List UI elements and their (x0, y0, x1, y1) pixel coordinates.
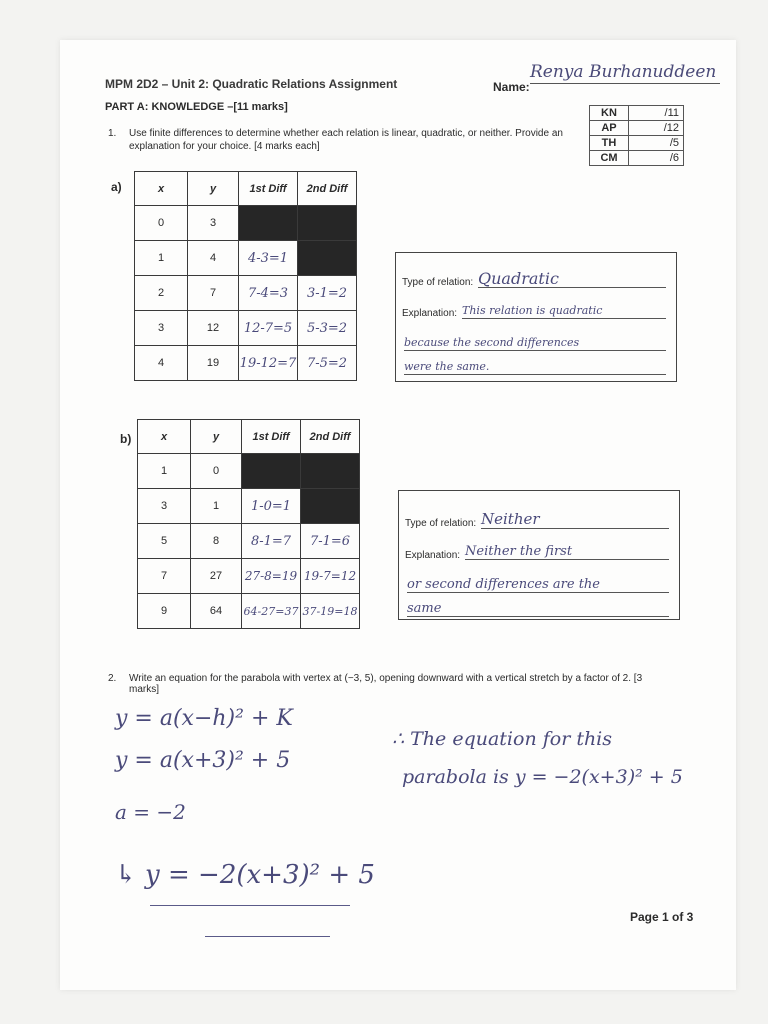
x-cell: 4 (135, 346, 188, 381)
y-cell: 0 (191, 454, 242, 489)
x-cell: 1 (138, 454, 191, 489)
shaded-cell (239, 206, 298, 241)
table-row (135, 276, 357, 311)
type-answer-line (478, 269, 666, 288)
marks-value: /5 (629, 136, 684, 151)
first-diff-cell: 27-8=19 (242, 559, 301, 594)
second-diff-cell: 7-5=2 (298, 346, 357, 381)
difference-table-a (134, 171, 357, 381)
header-second-diff: 2nd Diff (301, 420, 360, 454)
explanation-line (462, 301, 666, 319)
answer-underline (205, 936, 330, 937)
shaded-cell (298, 241, 357, 276)
x-cell: 3 (135, 311, 188, 346)
question-number: 1. (108, 128, 117, 139)
marks-value: /12 (629, 121, 684, 136)
shaded-cell (242, 454, 301, 489)
type-answer: Neither (481, 510, 540, 528)
table-row (138, 559, 360, 594)
marks-value: /11 (629, 106, 684, 121)
x-cell: 9 (138, 594, 191, 629)
first-diff-cell: 19-12=7 (239, 346, 298, 381)
explanation-line (407, 599, 669, 617)
marks-category: TH (590, 136, 629, 151)
explanation-text: were the same. (404, 360, 490, 373)
table-row (138, 454, 360, 489)
header-y: y (191, 420, 242, 454)
question-2 (108, 673, 668, 695)
answer-box-a (395, 252, 677, 382)
header-x: x (138, 420, 191, 454)
table-row (138, 524, 360, 559)
work-line-2: y = a(x+3)² + 5 (115, 748, 291, 773)
question-text: Write an equation for the parabola with vertex at (−3, 5), opening downward with a vertical stretch by a factor of 2. [3 marks] (129, 673, 643, 695)
header-first-diff: 1st Diff (239, 172, 298, 206)
work-line-1: y = a(x−h)² + K (115, 706, 293, 731)
explanation-line (465, 542, 669, 560)
header-x: x (135, 172, 188, 206)
second-diff-cell: 5-3=2 (298, 311, 357, 346)
conclusion-line-1: ∴ The equation for this (392, 728, 613, 750)
marks-row (590, 106, 684, 121)
y-cell: 64 (191, 594, 242, 629)
type-answer: Quadratic (478, 269, 559, 288)
page-number: Page 1 of 3 (630, 910, 694, 924)
first-diff-cell: 8-1=7 (242, 524, 301, 559)
first-diff-cell: 1-0=1 (242, 489, 301, 524)
table-row (135, 241, 357, 276)
marks-row (590, 136, 684, 151)
work-line-3: a = −2 (115, 800, 186, 824)
table-row (135, 346, 357, 381)
shaded-cell (301, 454, 360, 489)
table-row (135, 311, 357, 346)
second-diff-cell: 19-7=12 (301, 559, 360, 594)
y-cell: 7 (188, 276, 239, 311)
explanation-line (407, 575, 669, 593)
part-a-heading: PART A: KNOWLEDGE –[11 marks] (105, 101, 288, 113)
marks-category: KN (590, 106, 629, 121)
x-cell: 2 (135, 276, 188, 311)
explanation-line (404, 357, 666, 375)
explanation-text: or second differences are the (407, 577, 600, 592)
first-diff-cell: 4-3=1 (239, 241, 298, 276)
y-cell: 19 (188, 346, 239, 381)
marks-category: AP (590, 121, 629, 136)
marks-row (590, 151, 684, 166)
type-label: Type of relation: (405, 518, 477, 529)
shaded-cell (301, 489, 360, 524)
x-cell: 1 (135, 241, 188, 276)
header-second-diff: 2nd Diff (298, 172, 357, 206)
final-answer: ↳ y = −2(x+3)² + 5 (115, 860, 375, 890)
answer-underline (150, 905, 350, 906)
header-first-diff: 1st Diff (242, 420, 301, 454)
marks-category: CM (590, 151, 629, 166)
first-diff-cell: 7-4=3 (239, 276, 298, 311)
type-label: Type of relation: (402, 277, 474, 288)
header-y: y (188, 172, 239, 206)
y-cell: 27 (191, 559, 242, 594)
difference-table-b (137, 419, 360, 629)
x-cell: 7 (138, 559, 191, 594)
shaded-cell (298, 206, 357, 241)
x-cell: 0 (135, 206, 188, 241)
type-answer-line (481, 510, 669, 529)
table-row (138, 489, 360, 524)
first-diff-cell: 12-7=5 (239, 311, 298, 346)
assignment-title: MPM 2D2 – Unit 2: Quadratic Relations Assignment (105, 77, 398, 91)
first-diff-cell: 64-27=37 (242, 594, 301, 629)
explanation-text: because the second differences (404, 336, 580, 349)
explanation-label: Explanation: (405, 550, 461, 561)
table-row (135, 206, 357, 241)
marks-value: /6 (629, 151, 684, 166)
name-label: Name: (493, 80, 530, 94)
marks-table (589, 105, 684, 166)
question-number: 2. (108, 673, 117, 684)
explanation-text: same (407, 601, 442, 616)
answer-box-b (398, 490, 680, 620)
question-text: Use finite differences to determine whether each relation is linear, quadratic, or neither. Provide an explanation for your choice. [4 marks each] (129, 128, 563, 152)
question-1 (108, 127, 578, 153)
second-diff-cell: 7-1=6 (301, 524, 360, 559)
x-cell: 5 (138, 524, 191, 559)
second-diff-cell: 37-19=18 (301, 594, 360, 629)
y-cell: 4 (188, 241, 239, 276)
table-row (138, 594, 360, 629)
student-name: Renya Burhanuddeen (530, 62, 720, 84)
part-a-label: a) (111, 180, 122, 194)
y-cell: 1 (191, 489, 242, 524)
explanation-line (404, 333, 666, 351)
explanation-text: Neither the first (465, 544, 573, 559)
part-b-label: b) (120, 432, 132, 446)
explanation-label: Explanation: (402, 308, 458, 319)
y-cell: 12 (188, 311, 239, 346)
x-cell: 3 (138, 489, 191, 524)
conclusion-line-2: parabola is y = −2(x+3)² + 5 (402, 766, 683, 788)
y-cell: 3 (188, 206, 239, 241)
marks-row (590, 121, 684, 136)
second-diff-cell: 3-1=2 (298, 276, 357, 311)
explanation-text: This relation is quadratic (462, 304, 603, 317)
y-cell: 8 (191, 524, 242, 559)
